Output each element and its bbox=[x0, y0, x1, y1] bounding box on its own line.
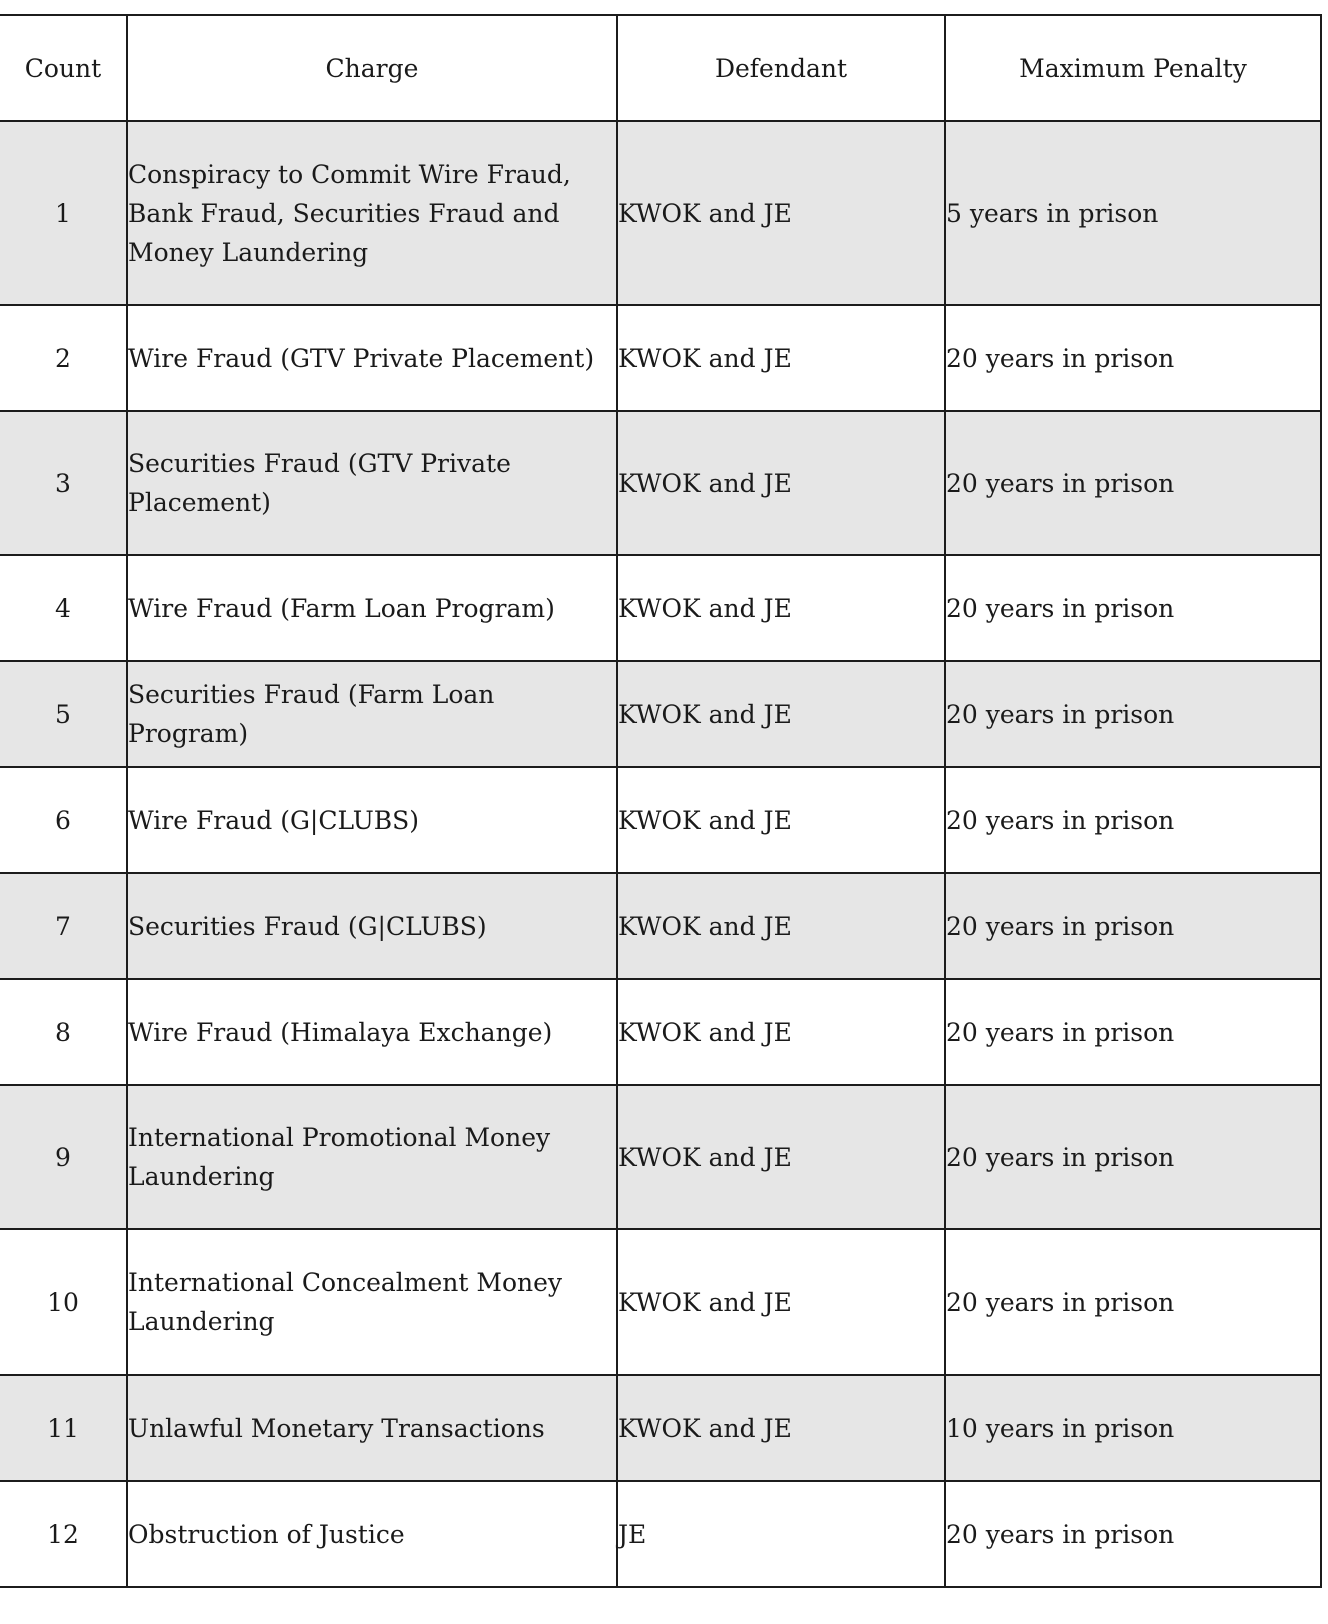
defendant-cell: KWOK and JE bbox=[617, 305, 945, 411]
table-row bbox=[0, 411, 1321, 555]
defendant-cell: KWOK and JE bbox=[617, 661, 945, 767]
charge-cell: Securities Fraud (G|CLUBS) bbox=[127, 873, 617, 979]
table-row bbox=[0, 1229, 1321, 1375]
charge-cell: International Concealment Money Laundering bbox=[127, 1229, 617, 1375]
charge-cell: Unlawful Monetary Transactions bbox=[127, 1375, 617, 1481]
charge-cell: Obstruction of Justice bbox=[127, 1481, 617, 1587]
table-row bbox=[0, 305, 1321, 411]
charge-cell: Wire Fraud (GTV Private Placement) bbox=[127, 305, 617, 411]
penalty-cell: 5 years in prison bbox=[945, 121, 1321, 305]
count-cell: 5 bbox=[0, 661, 127, 767]
defendant-cell: JE bbox=[617, 1481, 945, 1587]
table-row bbox=[0, 121, 1321, 305]
penalty-cell: 20 years in prison bbox=[945, 1085, 1321, 1229]
charge-cell: Wire Fraud (G|CLUBS) bbox=[127, 767, 617, 873]
count-cell: 8 bbox=[0, 979, 127, 1085]
table-row bbox=[0, 555, 1321, 661]
table-row bbox=[0, 873, 1321, 979]
penalty-cell: 20 years in prison bbox=[945, 411, 1321, 555]
charge-cell: Wire Fraud (Himalaya Exchange) bbox=[127, 979, 617, 1085]
penalty-cell: 20 years in prison bbox=[945, 1481, 1321, 1587]
header-defendant: Defendant bbox=[617, 15, 945, 121]
charge-cell: Securities Fraud (GTV Private Placement) bbox=[127, 411, 617, 555]
charge-cell: Securities Fraud (Farm Loan Program) bbox=[127, 661, 617, 767]
table-row bbox=[0, 661, 1321, 767]
table-row bbox=[0, 1481, 1321, 1587]
penalty-cell: 10 years in prison bbox=[945, 1375, 1321, 1481]
defendant-cell: KWOK and JE bbox=[617, 979, 945, 1085]
penalty-cell: 20 years in prison bbox=[945, 873, 1321, 979]
count-cell: 2 bbox=[0, 305, 127, 411]
table-row bbox=[0, 767, 1321, 873]
penalty-cell: 20 years in prison bbox=[945, 767, 1321, 873]
header-maximum-penalty: Maximum Penalty bbox=[945, 15, 1321, 121]
charge-cell: Conspiracy to Commit Wire Fraud, Bank Fraud, Securities Fraud and Money Laundering bbox=[127, 121, 617, 305]
header-charge: Charge bbox=[127, 15, 617, 121]
penalty-cell: 20 years in prison bbox=[945, 1229, 1321, 1375]
table-row bbox=[0, 1085, 1321, 1229]
count-cell: 4 bbox=[0, 555, 127, 661]
defendant-cell: KWOK and JE bbox=[617, 555, 945, 661]
count-cell: 6 bbox=[0, 767, 127, 873]
table-row bbox=[0, 1375, 1321, 1481]
table-header-row bbox=[0, 15, 1321, 121]
penalty-cell: 20 years in prison bbox=[945, 555, 1321, 661]
header-count: Count bbox=[0, 15, 127, 121]
defendant-cell: KWOK and JE bbox=[617, 767, 945, 873]
count-cell: 1 bbox=[0, 121, 127, 305]
charges-table bbox=[0, 14, 1322, 1588]
count-cell: 12 bbox=[0, 1481, 127, 1587]
defendant-cell: KWOK and JE bbox=[617, 1229, 945, 1375]
count-cell: 11 bbox=[0, 1375, 127, 1481]
charge-cell: Wire Fraud (Farm Loan Program) bbox=[127, 555, 617, 661]
penalty-cell: 20 years in prison bbox=[945, 661, 1321, 767]
count-cell: 3 bbox=[0, 411, 127, 555]
defendant-cell: KWOK and JE bbox=[617, 873, 945, 979]
charge-cell: International Promotional Money Laundering bbox=[127, 1085, 617, 1229]
count-cell: 10 bbox=[0, 1229, 127, 1375]
count-cell: 7 bbox=[0, 873, 127, 979]
count-cell: 9 bbox=[0, 1085, 127, 1229]
defendant-cell: KWOK and JE bbox=[617, 411, 945, 555]
defendant-cell: KWOK and JE bbox=[617, 1085, 945, 1229]
defendant-cell: KWOK and JE bbox=[617, 121, 945, 305]
table-row bbox=[0, 979, 1321, 1085]
defendant-cell: KWOK and JE bbox=[617, 1375, 945, 1481]
penalty-cell: 20 years in prison bbox=[945, 305, 1321, 411]
penalty-cell: 20 years in prison bbox=[945, 979, 1321, 1085]
